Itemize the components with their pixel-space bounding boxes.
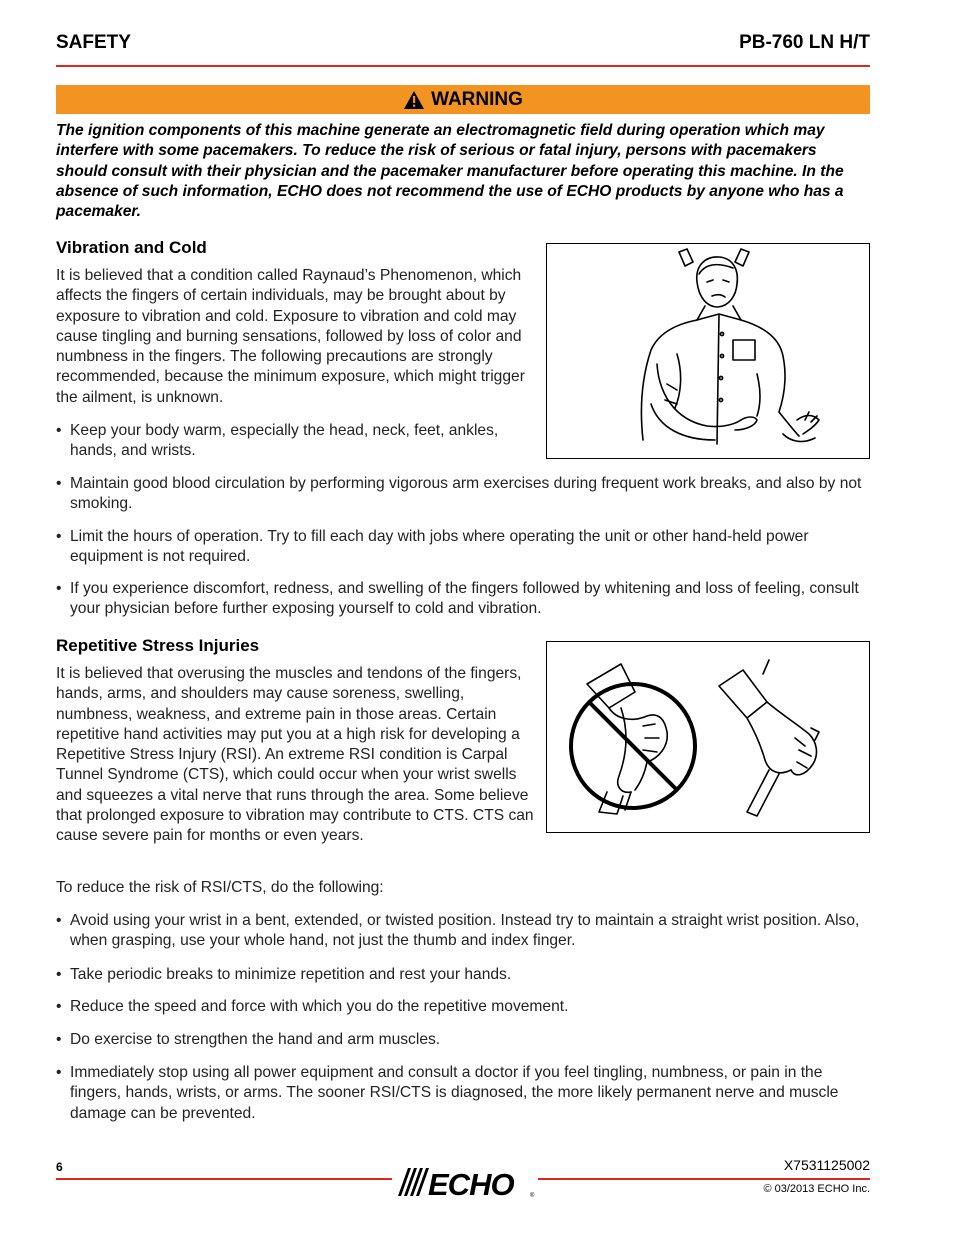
model-number: PB-760 LN H/T xyxy=(739,32,870,53)
list-item: • Do exercise to strengthen the hand and arm muscles. xyxy=(70,1030,870,1050)
page-number: 6 xyxy=(56,1160,63,1174)
list-item: • Keep your body warm, especially the head, neck, feet, ankles, hands, and wrists. xyxy=(56,422,499,460)
list-item: • Immediately stop using all power equipment and consult a doctor if you feel tingling, numbness, or pain in the fingers, hands, wrists, or arms. The sooner RSI/CTS is diagnosed, the more likely permanent nerve and muscle damage can be prevented. xyxy=(56,1064,839,1122)
logo-wordmark: ECHO xyxy=(428,1167,514,1200)
rsi-lead: To reduce the risk of RSI/CTS, do the following: xyxy=(56,879,384,896)
bullet-glyph: • xyxy=(56,998,62,1015)
bullet-glyph: • xyxy=(56,475,62,492)
warning-triangle-icon xyxy=(403,90,425,110)
bullet-glyph: • xyxy=(56,1064,62,1081)
bullet-glyph: • xyxy=(56,1031,62,1048)
svg-text:®: ® xyxy=(530,1193,535,1199)
raynaud-illustration xyxy=(546,243,870,459)
bullet-glyph: • xyxy=(56,528,62,545)
bullet-glyph: • xyxy=(56,912,62,929)
document-code: X7531125002 xyxy=(783,1157,870,1173)
man-cold-hands-icon xyxy=(547,244,869,458)
list-item: • Take periodic breaks to minimize repetition and rest your hands. xyxy=(70,965,870,985)
bullet-glyph: • xyxy=(56,580,62,597)
vibration-intro: It is believed that a condition called Raynaud’s Phenomenon, which affects the fingers of certain individuals, may be brought about by exposure to vibration and cold. Exposure to vibration and cold may cause tingling and burning sensations, followed by loss of color and numbness in the fingers. The following precautions are strongly recommended, because the minimum exposure, which might trigger the ailment, is unknown. xyxy=(56,267,525,406)
echo-logo-icon xyxy=(392,1164,538,1200)
list-item: • Avoid using your wrist in a bent, extended, or twisted position. Instead try to maintain a straight wrist position. Also, when grasping, use your whole hand, not just the thumb and index finger. xyxy=(56,912,860,950)
prohibited-icon xyxy=(571,684,695,808)
echo-logo xyxy=(392,1164,538,1200)
list-item: • Maintain good blood circulation by performing vigorous arm exercises during frequent work breaks, and also by not smoking. xyxy=(56,475,862,513)
straight-wrist-icon xyxy=(719,660,819,816)
copyright-text: © 03/2013 ECHO Inc. xyxy=(763,1183,870,1195)
warning-label: WARNING xyxy=(431,88,523,110)
rsi-heading: Repetitive Stress Injuries xyxy=(56,636,260,655)
list-item: • Reduce the speed and force with which you do the repetitive movement. xyxy=(70,997,870,1017)
header-divider xyxy=(56,65,870,67)
section-title: SAFETY xyxy=(56,32,131,53)
bullet-glyph: • xyxy=(56,966,62,983)
bullet-glyph: • xyxy=(56,422,62,439)
wrist-position-illustration xyxy=(546,641,870,833)
list-item: • If you experience discomfort, redness, and swelling of the fingers followed by whitening and loss of feeling, consult your physician before further exposing yourself to cold and vibration. xyxy=(56,580,859,618)
rsi-intro: It is believed that overusing the muscles and tendons of the fingers, hands, arms, and shoulders may cause soreness, swelling, numbness, weakness, and extreme pain in those areas. Certain repetitive hand activities may put you at a high risk for developing a Repetitive Stress Injury (RSI). An extreme RSI condition is Carpal Tunnel Syndrome (CTS), which could occur when your wrist swells and squeezes a vital nerve that runs through the area. Some believe that prolonged exposure to vibration may contribute to CTS. CTS can cause severe pain for months or even years. xyxy=(56,665,534,845)
warning-text: The ignition components of this machine generate an electromagnetic field during operation which may interfere with some pacemakers. To reduce the risk of serious or fatal injury, persons with pacemakers should consult with their physician and the pacemaker manufacturer before operating this machine. In the absence of such information, ECHO does not recommend the use of ECHO products by anyone who has a pacemaker. xyxy=(56,122,844,221)
warning-banner xyxy=(56,85,870,114)
list-item: • Limit the hours of operation. Try to fill each day with jobs where operating the unit or other hand-held power equipment is not required. xyxy=(56,528,809,566)
vibration-heading: Vibration and Cold xyxy=(56,238,207,257)
